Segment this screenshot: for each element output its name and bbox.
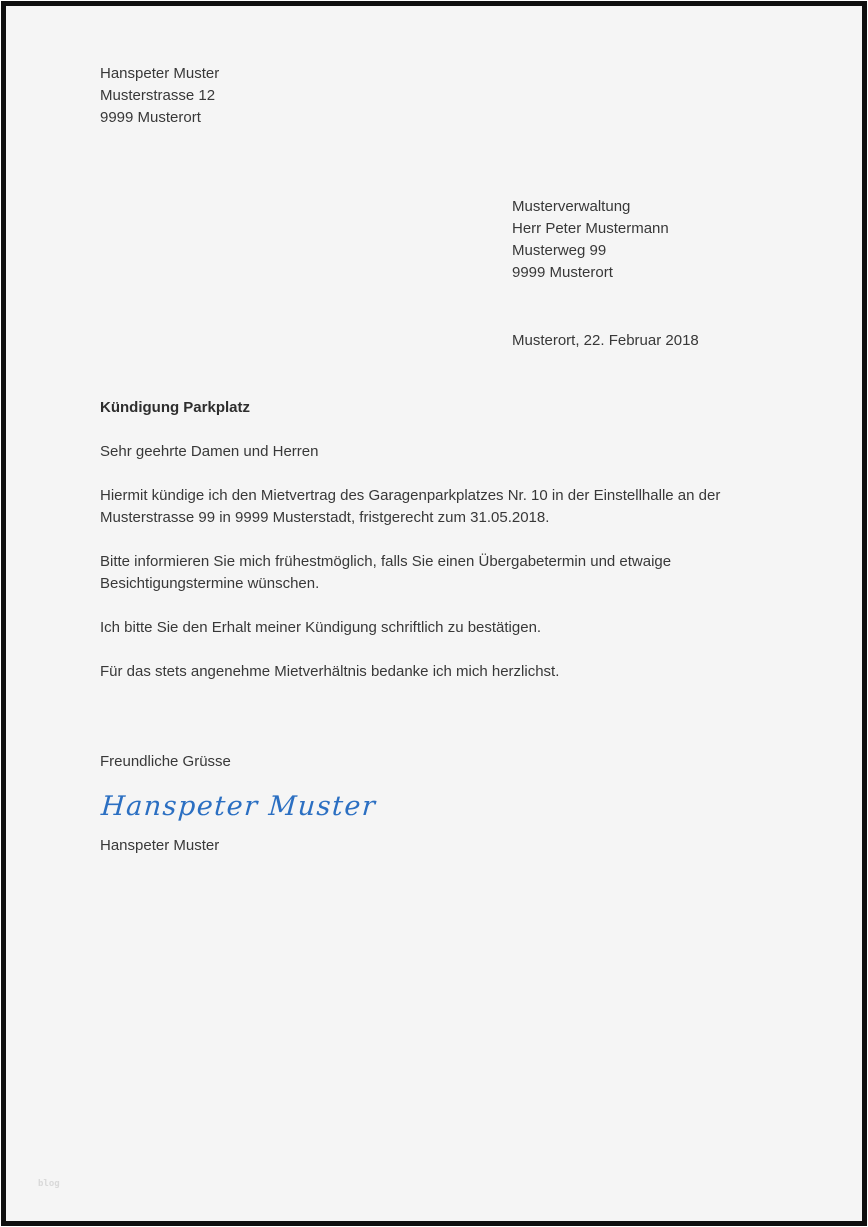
subject-line: Kündigung Parkplatz	[100, 399, 250, 416]
body-paragraph-handover	[100, 551, 671, 595]
recipient-city: 9999 Musterort	[512, 264, 613, 281]
date-line: Musterort, 22. Februar 2018	[512, 332, 699, 349]
body-paragraph-confirmation	[100, 617, 541, 639]
closing-phrase: Freundliche Grüsse	[100, 753, 231, 770]
sender-street: Musterstrasse 12	[100, 87, 216, 104]
body-paragraph-termination	[100, 485, 720, 529]
sender-address-block	[100, 63, 219, 129]
handwritten-signature: Hanspeter Muster	[100, 791, 378, 822]
paragraph-line: Für das stets angenehme Mietverhältnis bedanke ich mich herzlichst.	[100, 663, 560, 680]
salutation: Sehr geehrte Damen und Herren	[100, 443, 319, 460]
paragraph-line: Besichtigungstermine wünschen.	[100, 575, 320, 592]
paragraph-line: Hiermit kündige ich den Mietvertrag des Garagenparkplatzes Nr. 10 in der Einstellhalle an der	[100, 487, 721, 504]
sender-name: Hanspeter Muster	[100, 65, 220, 82]
printed-signature-name: Hanspeter Muster	[100, 837, 220, 854]
paragraph-line: Ich bitte Sie den Erhalt meiner Kündigung schriftlich zu bestätigen.	[100, 619, 542, 636]
body-paragraph-thanks	[100, 661, 559, 683]
recipient-street: Musterweg 99	[512, 242, 607, 259]
letter-page	[1, 1, 867, 1226]
recipient-company: Musterverwaltung	[512, 198, 631, 215]
paragraph-line: Bitte informieren Sie mich frühestmöglich, falls Sie einen Übergabetermin und etwaige	[100, 553, 672, 570]
recipient-person: Herr Peter Mustermann	[512, 220, 669, 237]
paragraph-line: Musterstrasse 99 in 9999 Musterstadt, fristgerecht zum 31.05.2018.	[100, 509, 550, 526]
watermark-text: blog	[38, 1179, 60, 1189]
sender-city: 9999 Musterort	[100, 109, 201, 126]
recipient-address-block	[512, 196, 669, 284]
